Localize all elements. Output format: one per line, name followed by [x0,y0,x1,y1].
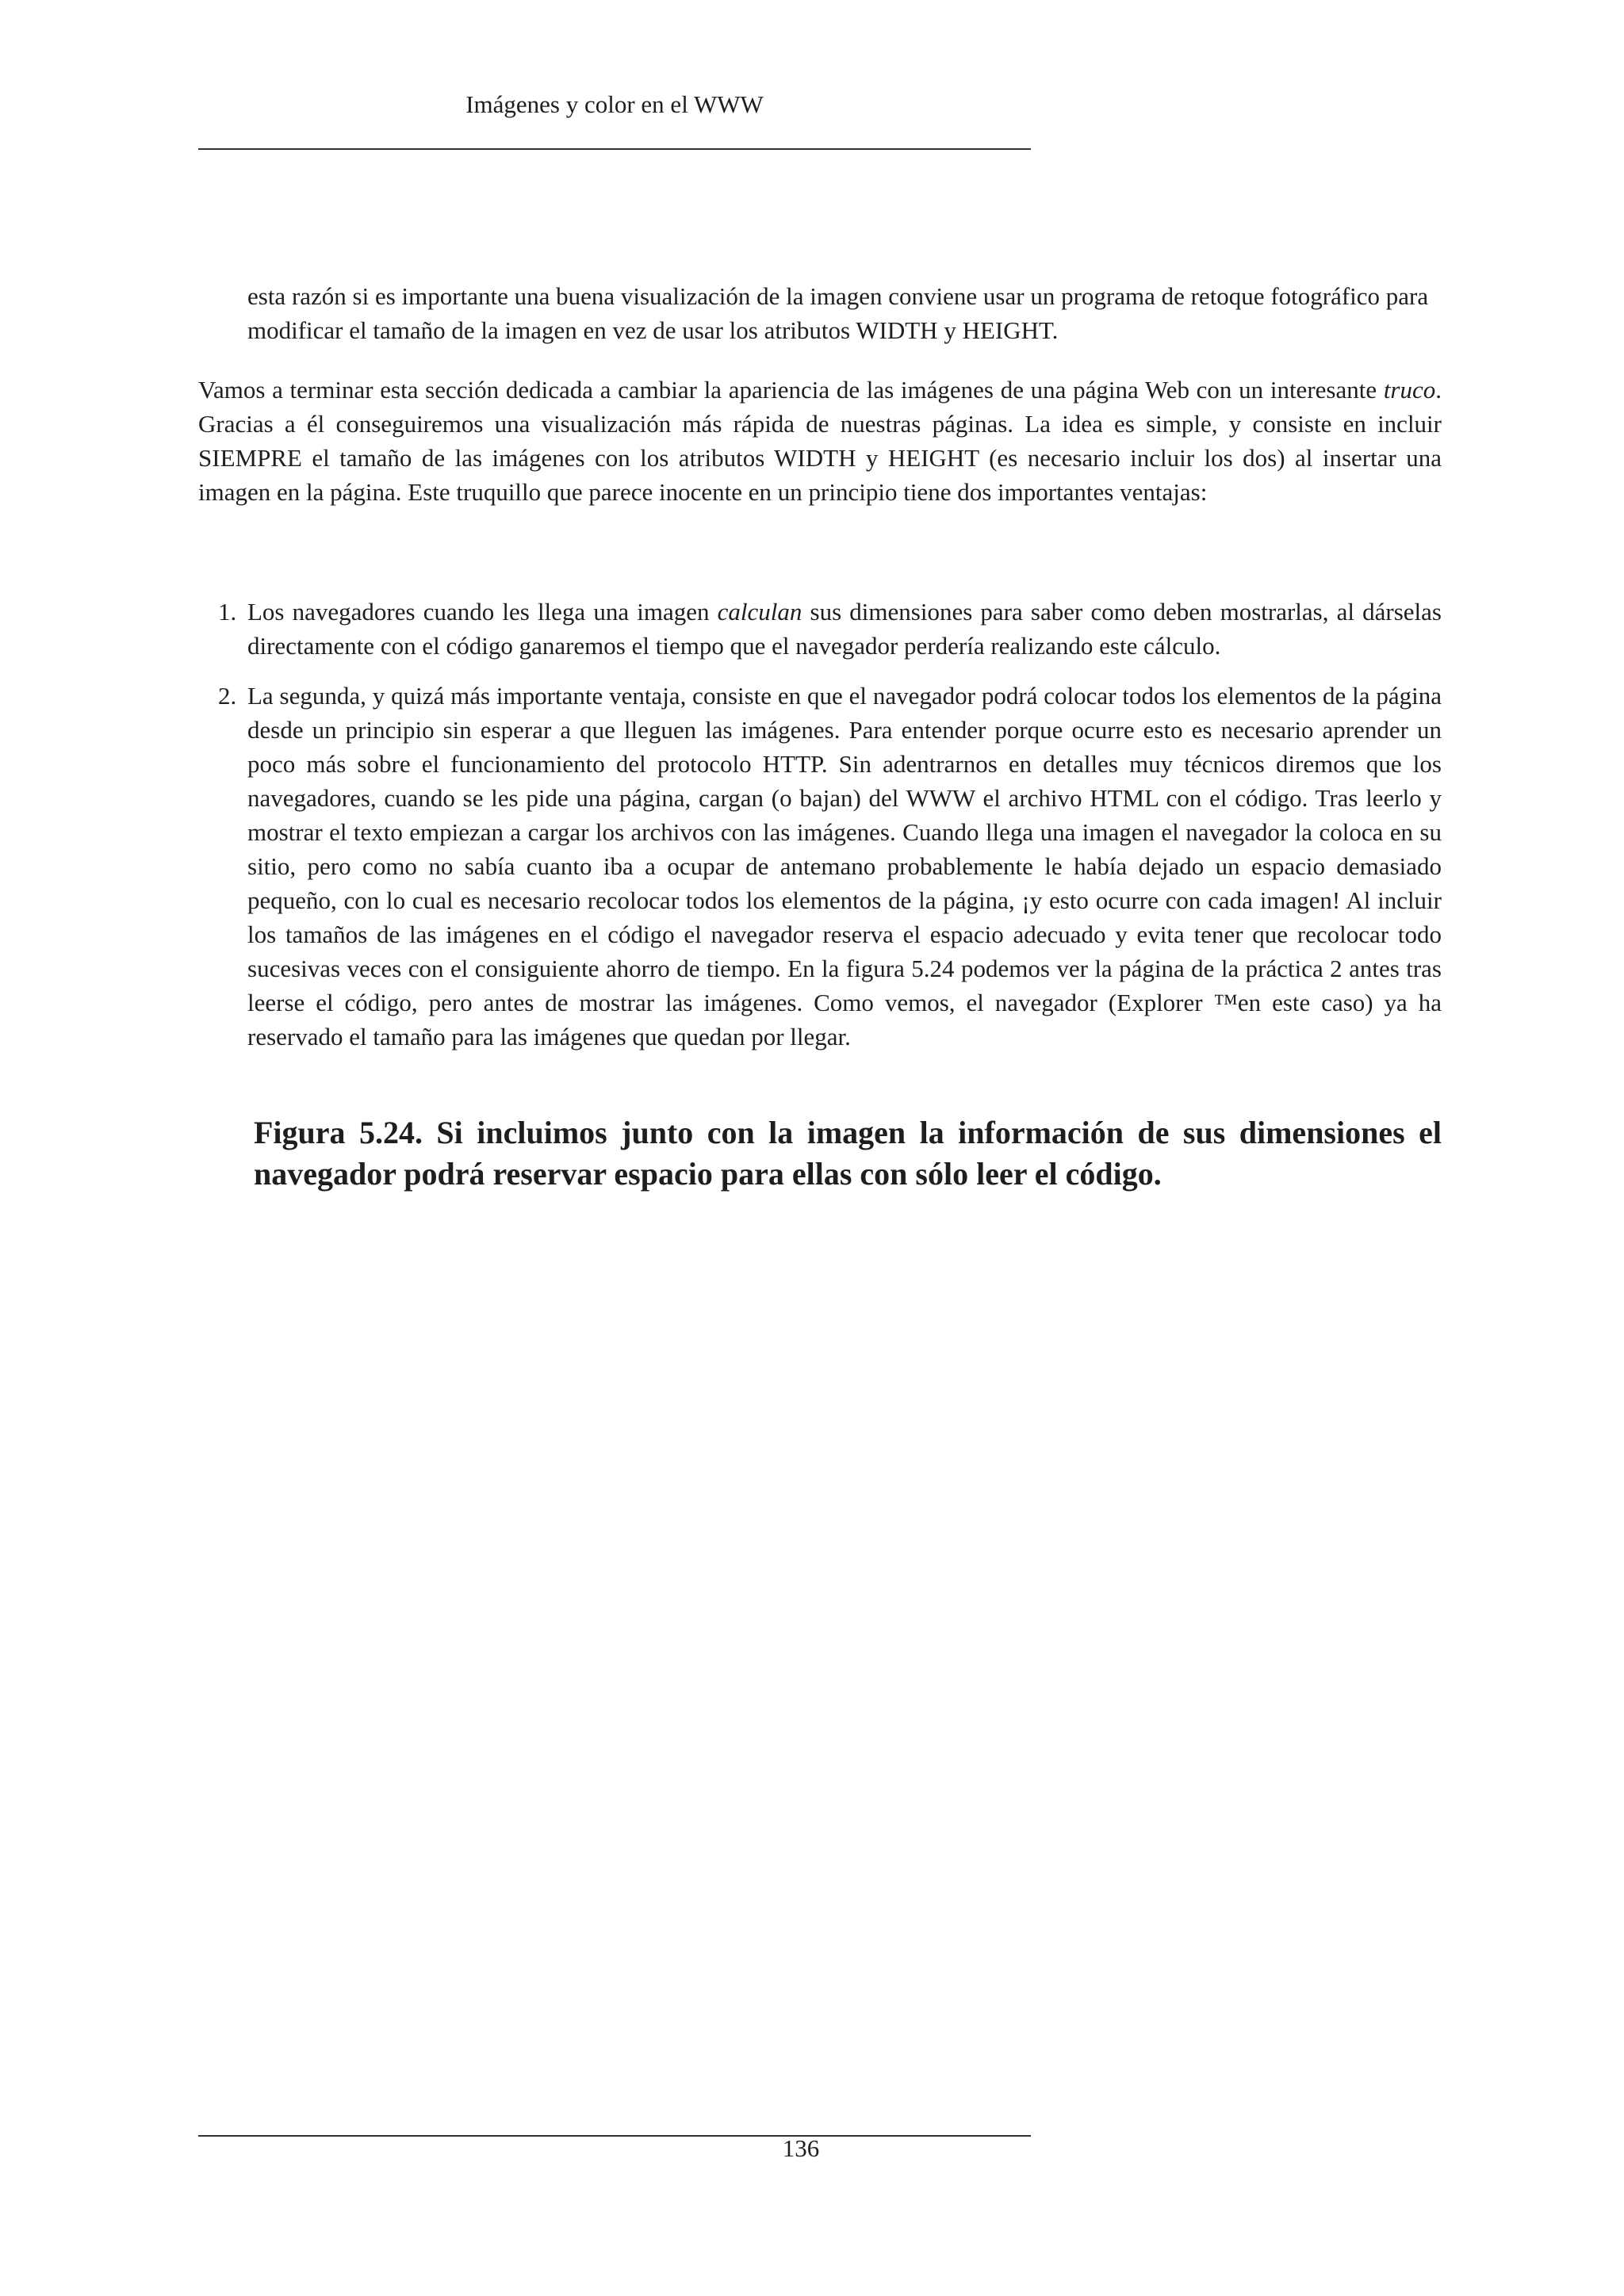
continuation-paragraph: esta razón si es importante una buena visualización de la imagen conviene usar un programa de retoque fotográfico para modificar el tamaño de la imagen en vez de usar los atributos WIDTH y HEIGHT. [247,282,1429,344]
list-item-number: 1. [218,598,237,626]
list-item-number: 2. [218,682,237,710]
list-item [198,595,1442,663]
figure-caption: Figura 5.24. Si incluimos junto con la imagen la información de sus dimensiones el navegador podrá reservar espacio para ellas con sólo leer el código. [254,1115,1442,1192]
list-item-text-1: Los navegadores cuando les llega una imagen [247,598,718,626]
header-rule [198,148,1031,150]
advantages-list [198,595,1442,1070]
body-paragraph [198,373,1442,509]
body-paragraph-text-1: Vamos a terminar esta sección dedicada a cambiar la apariencia de las imágenes de una página Web con un interesante [198,376,1384,404]
body-paragraph-text-2: . Gracias a él conseguiremos una visualización más rápida de nuestras páginas. La idea es simple, y consiste en incluir SIEMPRE el tamaño de las imágenes con los atributos WIDTH y HEIGHT (es necesario incluir los dos) al insertar una imagen en la página. Este truquillo que parece inocente en un principio tiene dos importantes ventajas: [198,376,1442,506]
page-number: 136 [782,2134,820,2162]
list-item-text-2: sus dimensiones para saber como deben mostrarlas, al dárselas directamente con el código ganaremos el tiempo que el navegador perdería realizando este cálculo. [247,598,1442,660]
list-item-text: La segunda, y quizá más importante ventaja, consiste en que el navegador podrá colocar todos los elementos de la página desde un principio sin esperar a que lleguen las imágenes. Para entender porque ocurre esto es necesario aprender un poco más sobre el funcionamiento del protocolo HTTP. Sin adentrarnos en detalles muy técnicos diremos que los navegadores, cuando se les pide una página, cargan (o bajan) del WWW el archivo HTML con el código. Tras leerlo y mostrar el texto empiezan a cargar los archivos con las imágenes. Cuando llega una imagen el navegador la coloca en su sitio, pero como no sabía cuanto iba a ocupar de antemano probablemente le había dejado un espacio demasiado pequeño, con lo cual es necesario recolocar todos los elementos de la página, ¡y esto ocurre con cada imagen! Al incluir los tamaños de las imágenes en el código el navegador reserva el espacio adecuado y evita tener que recolocar todo sucesivas veces con el consiguiente ahorro de tiempo. En la figura 5.24 podemos ver la página de la práctica 2 antes tras leerse el código, pero antes de mostrar las imágenes. Como vemos, el navegador (Explorer ™en este caso) ya ha reservado el tamaño para las imágenes que quedan por llegar. [247,682,1442,1050]
list-item-emphasis: calculan [717,598,802,626]
list-item [198,679,1442,1054]
running-header: Imágenes y color en el WWW [465,90,764,118]
body-paragraph-emphasis: truco [1383,376,1436,404]
